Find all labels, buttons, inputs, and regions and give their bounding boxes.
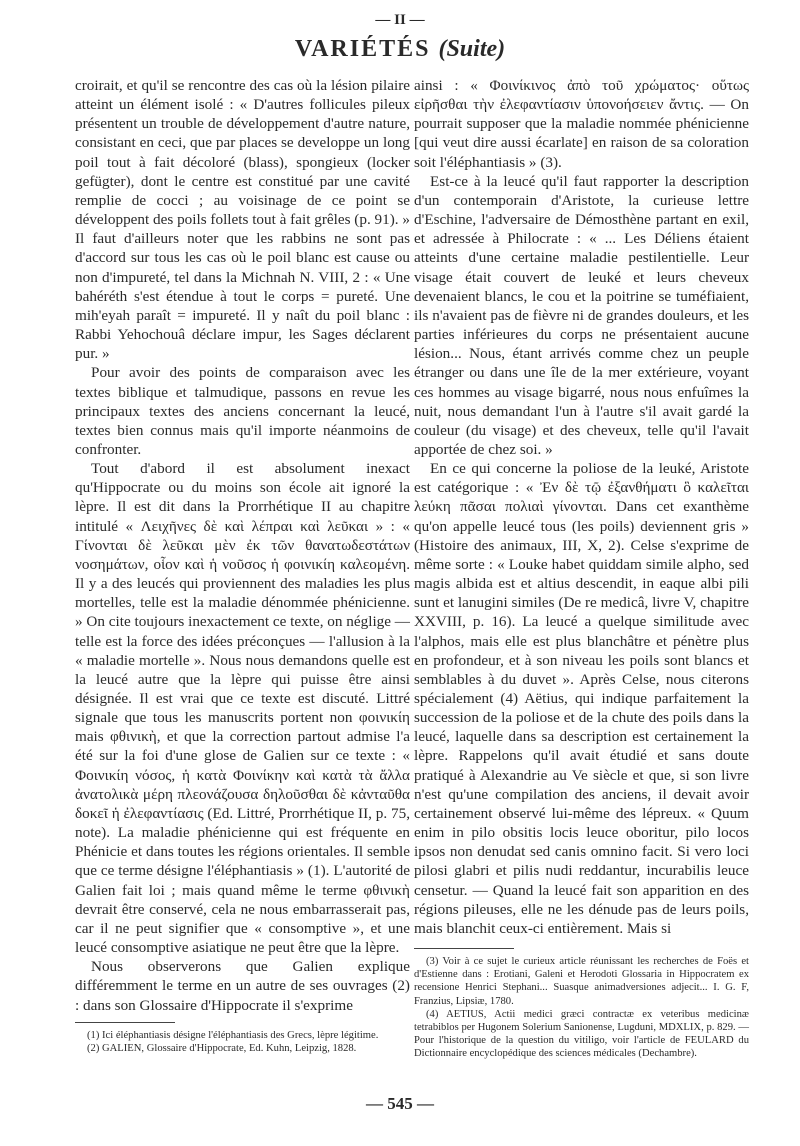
footnote-rule [75, 1022, 175, 1023]
section-subtitle: (Suite) [438, 36, 506, 62]
left-column [75, 76, 410, 1015]
paragraph: Tout d'abord il est absolument inexact qu'Hippocrate ou du moins son école ait ignoré la lèpre. Il est dit dans la Prorrhétique II au chapitre intitulé « Λειχῆνες δὲ καὶ λέπραι καὶ λεῦκαι » : « Γίνονται δὲ λεῦκαι μὲν ἐκ τῶν θανατωδεστάτων νοσημάτων, οἷον καὶ ἡ νοῦσος ἡ φοινικίη καλεομένη. Il y a des leucés qui proviennent des maladies les plus mortelles, telle est la maladie dénommée phénicienne. » On cite toujours inexactement ce texte, on néglige — telle est la force des idées préconçues — l'allusion à la « maladie mortelle ». Nous nous demandons quelle est la leucé autre que la lèpre qui puisse être ainsi désignée. Il est vrai que ce texte est discuté. Littré signale que tous les manuscrits portent non φοινικίη mais φθινικὴ, et que la correction partout admise l'a été sur la foi d'une glose de Galien sur ce texte : « Φοινικίη νόσος, ἡ κατὰ Φοινίκην καὶ κατὰ τὰ ἄλλα ἀνατολικὰ μέρη πλεονάζουσα δηλοῦσθαι δὲ κἀνταῦθα δοκεῖ ἡ ἐλεφαντίασις (Ed. Littré, Prorrhétique II, p. 75, note). La maladie phénicienne qui est fréquente en Phénicie et dans toutes les régions orientales. Il semble que ce terme désigne l'éléphantiasis » (1). L'autorité de Galien fait loi ; mais quand même le terme φθινικὴ devrait être conservé, cela ne nous embarrasserait pas, car il ne peut signifier que « consomptive », et une leucé consomptive asiatique ne peut être que la lèpre. [75, 460, 410, 957]
section-title: VARIÉTÉS [294, 36, 431, 62]
paragraph: Est-ce à la leucé qu'il faut rapporter la description d'un contemporain d'Aristote, la curieuse lettre d'Eschine, l'adversaire de Démosthène partant en exil, et adressée à Philocrate : « ... Les Déliens étaient atteints d'une certaine maladie pestilentielle. Leur visage était couvert de leuké et leurs cheveux devenaient blancs, le cou et la poitrine se tuméfiaient, ils n'avaient pas de fièvre ni de grandes douleurs, et les parties inférieures du corps ne présentaient aucune lésion... Nous, étant arrivés comme chez un peuple étranger ou dans une île de la mer extérieure, voyant ces hommes au visage bigarré, nous nous enfuîmes la nuit, nous demandant l'un à l'autre s'il avait gardé la couleur (du visage) et des cheveux, telle qu'il l'avait apportée de chez soi. » [414, 172, 749, 458]
footnote-rule [414, 948, 514, 949]
footnote: (1) Ici éléphantiasis désigne l'éléphantiasis des Grecs, lèpre légitime. [87, 1030, 379, 1041]
paragraph: En ce qui concerne la poliose de la leuké, Aristote est catégorique : « Ἐν δὲ τῷ ἐξανθήματι ὃ καλεῖται λεύκη πᾶσαι πολιαὶ γίνονται. Dans cet exanthème qu'on appelle leucé tous (les poils) deviennent gris » (Histoire des animaux, III, X, 2). Celse s'exprime de même sorte : « Louke habet quiddam simile alpho, sed magis albida est et altius descendit, in eaque albi pili sunt et lanugini similes (De re medicâ, livre V, chapitre XXVIII, p. 16). La leucé a quelque similitude avec l'alphos, mais elle est plus blanchâtre et pénètre plus en profondeur, et à son niveau les poils sont blancs et semblables à du duvet ». Après Celse, nous citerons spécialement (4) Aëtius, qui indique parfaitement la succession de la poliose et de la chute des poils dans la leucé, laquelle dans sa description est certainement la lèpre. Rappelons qu'il avait étudié et sans doute pratiqué à Alexandrie au Ve siècle et que, si son livre n'est qu'une compilation des anciens, il devait avoir certainement observé lui-même des lépreux. « Quum enim in pilo obsitis locis leuce oboritur, pilo locos ipsos non denudat sed canis omnino facit. Si vero loci pilosi glabri et pilis nudi reddantur, incurabilis leuce censetur. — Quand la leucé fait son apparition en des régions pileuses, elle ne les dénude pas de leurs poils, mais blanchit ceux-ci entièrement. Mais si [414, 460, 749, 937]
page-number-top: — II — [375, 12, 425, 28]
paragraph: Pour avoir des points de comparaison avec les textes biblique et talmudique, passons en revue les principaux textes des anciens concernant la leucé, textes bien connus mais qu'il importe néanmoins de confronter. [75, 364, 410, 458]
page-number-bottom: — 545 — [366, 1094, 434, 1113]
paragraph: ainsi : « Φοινίκινος ἀπὸ τοῦ χρώματος· οὕτως εἰρῆσθαι τὴν ἐλεφαντίασιν ὑπονοήσειεν ἄντις. — On pourrait supposer que la maladie nommée phénicienne [qui veut dire aussi écarlate] en raison de sa coloration soit l'éléphantiasis » (3). [414, 77, 749, 171]
running-title [0, 36, 800, 63]
footnote: (2) GALIEN, Glossaire d'Hippocrate, Ed. Kuhn, Leipzig, 1828. [87, 1043, 357, 1055]
footnotes-left [75, 1022, 410, 1055]
footnote: (4) AETIUS, Actii medici græci contractæ ex veteribus medicinæ tetrabiblos per Hugonem Solerium Sanionense, Lugduni, MDXLIX, p. 829. — Pour l'historique de la question du vitiligo, voir l'article de FEULARD du Dictionnaire encyclopédique des sciences médicales (Dechambre). [414, 1008, 749, 1060]
footnotes-right [414, 948, 749, 1061]
right-column [414, 76, 749, 1061]
footnote: (3) Voir à ce sujet le curieux article réunissant les recherches de Foës et d'Estienne dans : Erotiani, Galeni et Herodoti Glossaria in Hippocratem ex recensione Henrici Stephani... Suasque animadversiones adjecit... I. G. F, Franzius, Lipsiæ, 1780. [414, 956, 749, 1007]
paragraph: Nous observerons que Galien explique différemment le terme en un autre de ses ouvrages (2) : dans son Glossaire d'Hippocrate il s'exprime [75, 958, 410, 1014]
paragraph: croirait, et qu'il se rencontre des cas où la lésion pilaire atteint un élément isolé : « D'autres follicules pileux présentent un trouble de développement d'autre nature, consistant en ceci, que par places se developpe un long poil tout à fait décoloré (blass), spongieux (locker gefügter), dont le centre est constitué par une cavité remplie de cocci ; au voisinage de ce point se développent des poils follets tout à fait grêles (p. 91). » Il faut d'ailleurs noter que les rabbins ne sont pas d'accord sur tous les cas où le poil blanc est cause ou non d'impureté, tel dans la Michnah N. VIII, 2 : « Une bahéréth s'est étendue à tout le corps = pureté. Une mih'eyah paraît = impureté. Il y naît du poil blanc : Rabbi Yehochouâ déclare impur, les Sages déclarent pur. » [75, 77, 410, 363]
